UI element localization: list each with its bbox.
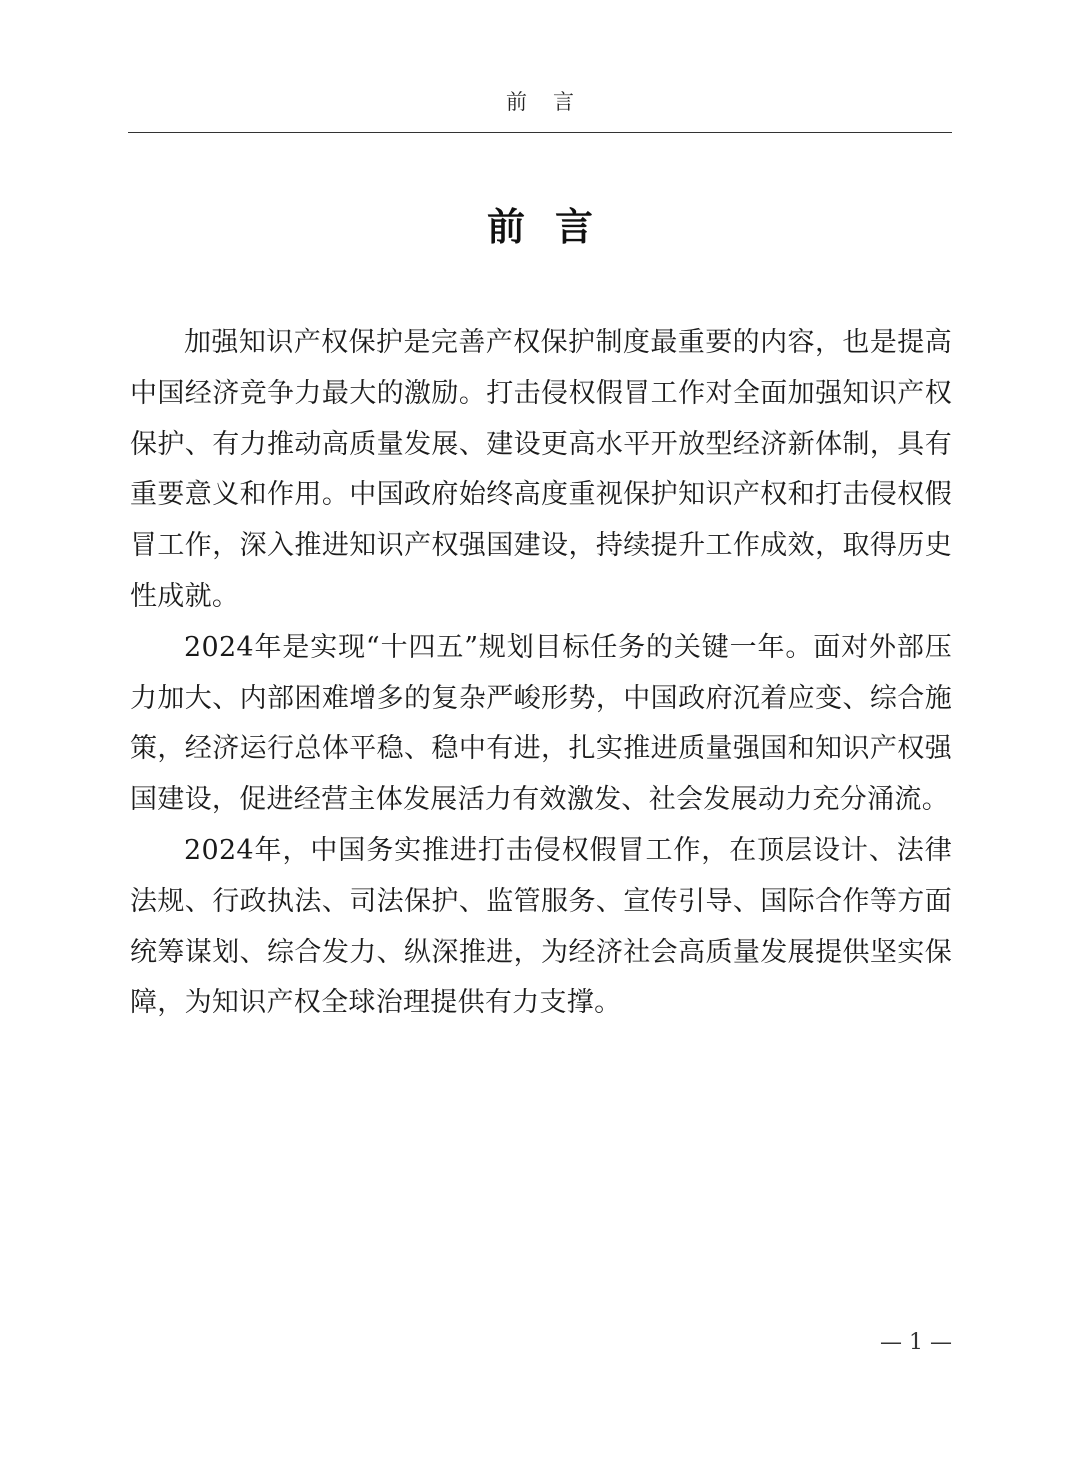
paragraph-1: 加强知识产权保护是完善产权保护制度最重要的内容，也是提高中国经济竞争力最大的激励。打击侵权假冒工作对全面加强知识产权保护、有力推动高质量发展、建设更高水平开放型经济新体制，具有重要意义和作用。中国政府始终高度重视保护知识产权和打击侵权假冒工作，深入推进知识产权强国建设，持续提升工作成效，取得历史性成就。	[130, 327, 952, 612]
header-divider	[128, 132, 952, 133]
body-text	[130, 318, 952, 1029]
running-header: 前言	[506, 90, 600, 114]
page-title: 前言	[486, 205, 623, 249]
paragraph-2: 2024年是实现“十四五”规划目标任务的关键一年。面对外部压力加大、内部困难增多的复杂严峻形势，中国政府沉着应变、综合施策，经济运行总体平稳、稳中有进，扎实推进质量强国和知识产权强国建设，促进经营主体发展活力有效激发、社会发展动力充分涌流。	[130, 631, 952, 816]
paragraph-3: 2024年，中国务实推进打击侵权假冒工作，在顶层设计、法律法规、行政执法、司法保护、监管服务、宣传引导、国际合作等方面统筹谋划、综合发力、纵深推进，为经济社会高质量发展提供坚实保障，为知识产权全球治理提供有力支撑。	[130, 834, 952, 1019]
page-number: — 1 —	[880, 1330, 952, 1355]
